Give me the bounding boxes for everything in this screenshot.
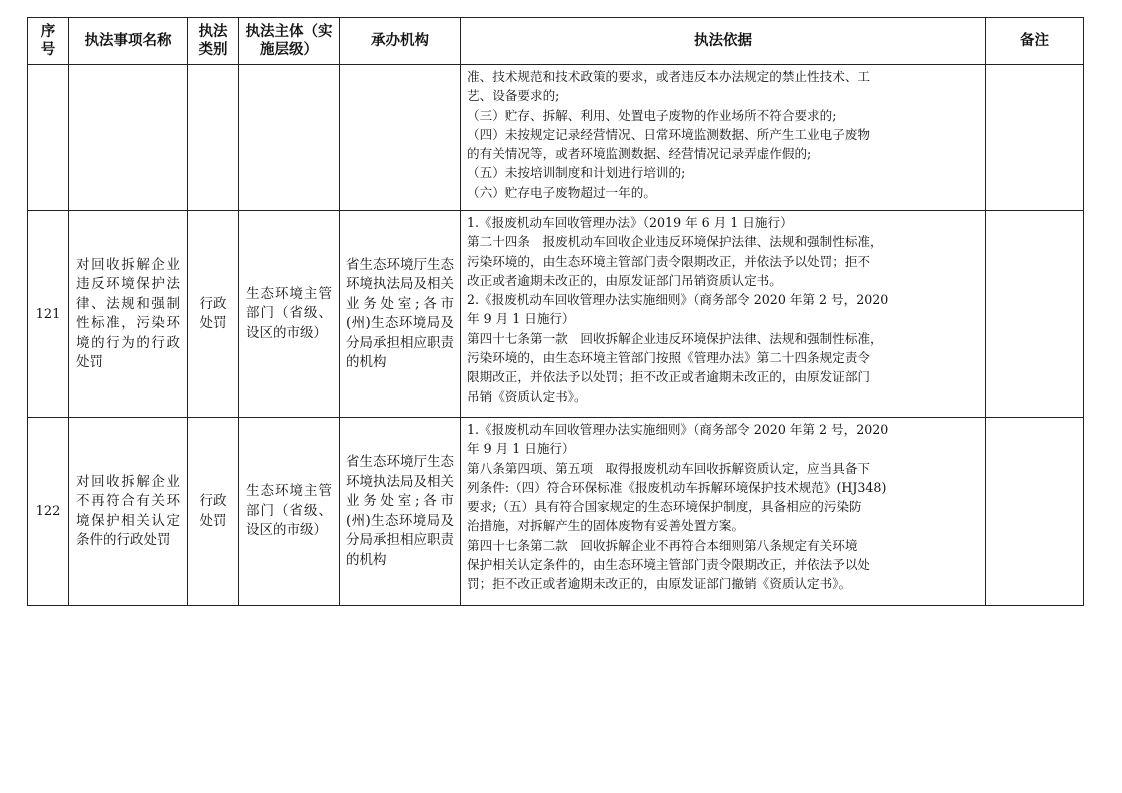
header-org: 承办机构 [340, 18, 461, 65]
cell-basis [461, 211, 986, 418]
basis-line: 的有关情况等，或者环境监测数据、经营情况记录弄虚作假的; [467, 146, 812, 162]
cell-subject: 生态环境主管部门（省级、设区的市级） [239, 418, 340, 606]
table-row [28, 211, 1084, 418]
basis-line: 污染环境的，由生态环境主管部门按照《管理办法》第二十四条规定责令 [467, 350, 870, 366]
table-row [28, 418, 1084, 606]
basis-line: 第二十四条 报废机动车回收企业违反环境保护法律、法规和强制性标准， [467, 234, 883, 250]
basis-line: 污染环境的，由生态环境主管部门责令限期改正，并依法予以处罚；拒不 [467, 253, 870, 269]
basis-line: 第四十七条第一款 回收拆解企业违反环境保护法律、法规和强制性标准， [467, 330, 883, 346]
table-row-continuation [28, 65, 1084, 211]
cell-no: 121 [28, 211, 69, 418]
cell-note [986, 418, 1084, 606]
basis-line: 年 9 月 1 日施行） [467, 311, 575, 327]
header-basis: 执法依据 [461, 18, 986, 65]
cell-org: 省生态环境厅生态环境执法局及相关业务处室;各市(州)生态环境局及分局承担相应职责的机构 [340, 418, 461, 606]
cell-no: 122 [28, 418, 69, 606]
cell-subject: 生态环境主管部门（省级、设区的市级） [239, 211, 340, 418]
basis-line: 第八条第四项、第五项 取得报废机动车回收拆解资质认定，应当具备下 [467, 460, 870, 476]
basis-line: 1.《报废机动车回收管理办法实施细则》（商务部令 2020 年第 2 号，2020 [467, 422, 889, 437]
basis-line: 准、技术规范和技术政策的要求，或者违反本办法规定的禁止性技术、工 [467, 69, 870, 84]
header-note: 备注 [986, 18, 1084, 65]
cell-category: 行政处罚 [188, 211, 239, 418]
cell-name: 对回收拆解企业违反环境保护法律、法规和强制性标准，污染环境的行为的行政处罚 [69, 211, 188, 418]
cell-subject-empty [239, 65, 340, 211]
basis-line: 1.《报废机动车回收管理办法》（2019 年 6 月 1 日施行） [467, 215, 793, 230]
header-no: 序号 [28, 18, 69, 65]
basis-line: 保护相关认定条件的，由生态环境主管部门责令限期改正，并依法予以处 [467, 557, 870, 573]
cell-name: 对回收拆解企业不再符合有关环境保护相关认定条件的行政处罚 [69, 418, 188, 606]
basis-line: 治措施，对拆解产生的固体废物有妥善处置方案。 [467, 518, 745, 534]
basis-line: 限期改正，并依法予以处罚；拒不改正或者逾期未改正的，由原发证部门 [467, 369, 870, 385]
header-row [28, 18, 1084, 65]
cell-note [986, 65, 1084, 211]
header-subject: 执法主体（实施层级） [239, 18, 340, 65]
cell-org-empty [340, 65, 461, 211]
basis-line: 要求;（五）具有符合国家规定的生态环境保护制度，具备相应的污染防 [467, 499, 862, 515]
basis-line: 改正或者逾期未改正的，由原发证部门吊销资质认定书。 [467, 272, 782, 288]
basis-line: （四）未按规定记录经营情况、日常环境监测数据、所产生工业电子废物 [467, 126, 870, 142]
basis-line: （六）贮存电子废物超过一年的。 [467, 184, 656, 200]
basis-line: 艺、设备要求的; [467, 88, 560, 104]
cell-basis-continuation [461, 65, 986, 211]
basis-line: 罚；拒不改正或者逾期未改正的，由原发证部门撤销《资质认定书》。 [467, 576, 852, 592]
cell-org: 省生态环境厅生态环境执法局及相关业务处室;各市(州)生态环境局及分局承担相应职责的机构 [340, 211, 461, 418]
header-name: 执法事项名称 [69, 18, 188, 65]
cell-category: 行政处罚 [188, 418, 239, 606]
cell-category-empty [188, 65, 239, 211]
basis-line: 吊销《资质认定书》。 [467, 388, 587, 404]
basis-line: 2.《报废机动车回收管理办法实施细则》（商务部令 2020 年第 2 号，2020 [467, 292, 889, 308]
basis-line: （三）贮存、拆解、利用、处置电子废物的作业场所不符合要求的; [467, 107, 837, 123]
basis-line: 列条件:（四）符合环保标准《报废机动车拆解环境保护技术规范》(HJ348) [467, 479, 887, 495]
cell-name-empty [69, 65, 188, 211]
cell-note [986, 211, 1084, 418]
basis-line: 第四十七条第二款 回收拆解企业不再符合本细则第八条规定有关环境 [467, 537, 858, 553]
enforcement-table [27, 17, 1084, 606]
cell-no-empty [28, 65, 69, 211]
header-category: 执法类别 [188, 18, 239, 65]
basis-line: 年 9 月 1 日施行） [467, 441, 575, 457]
cell-basis [461, 418, 986, 606]
basis-line: （五）未按培训制度和计划进行培训的; [467, 165, 686, 181]
